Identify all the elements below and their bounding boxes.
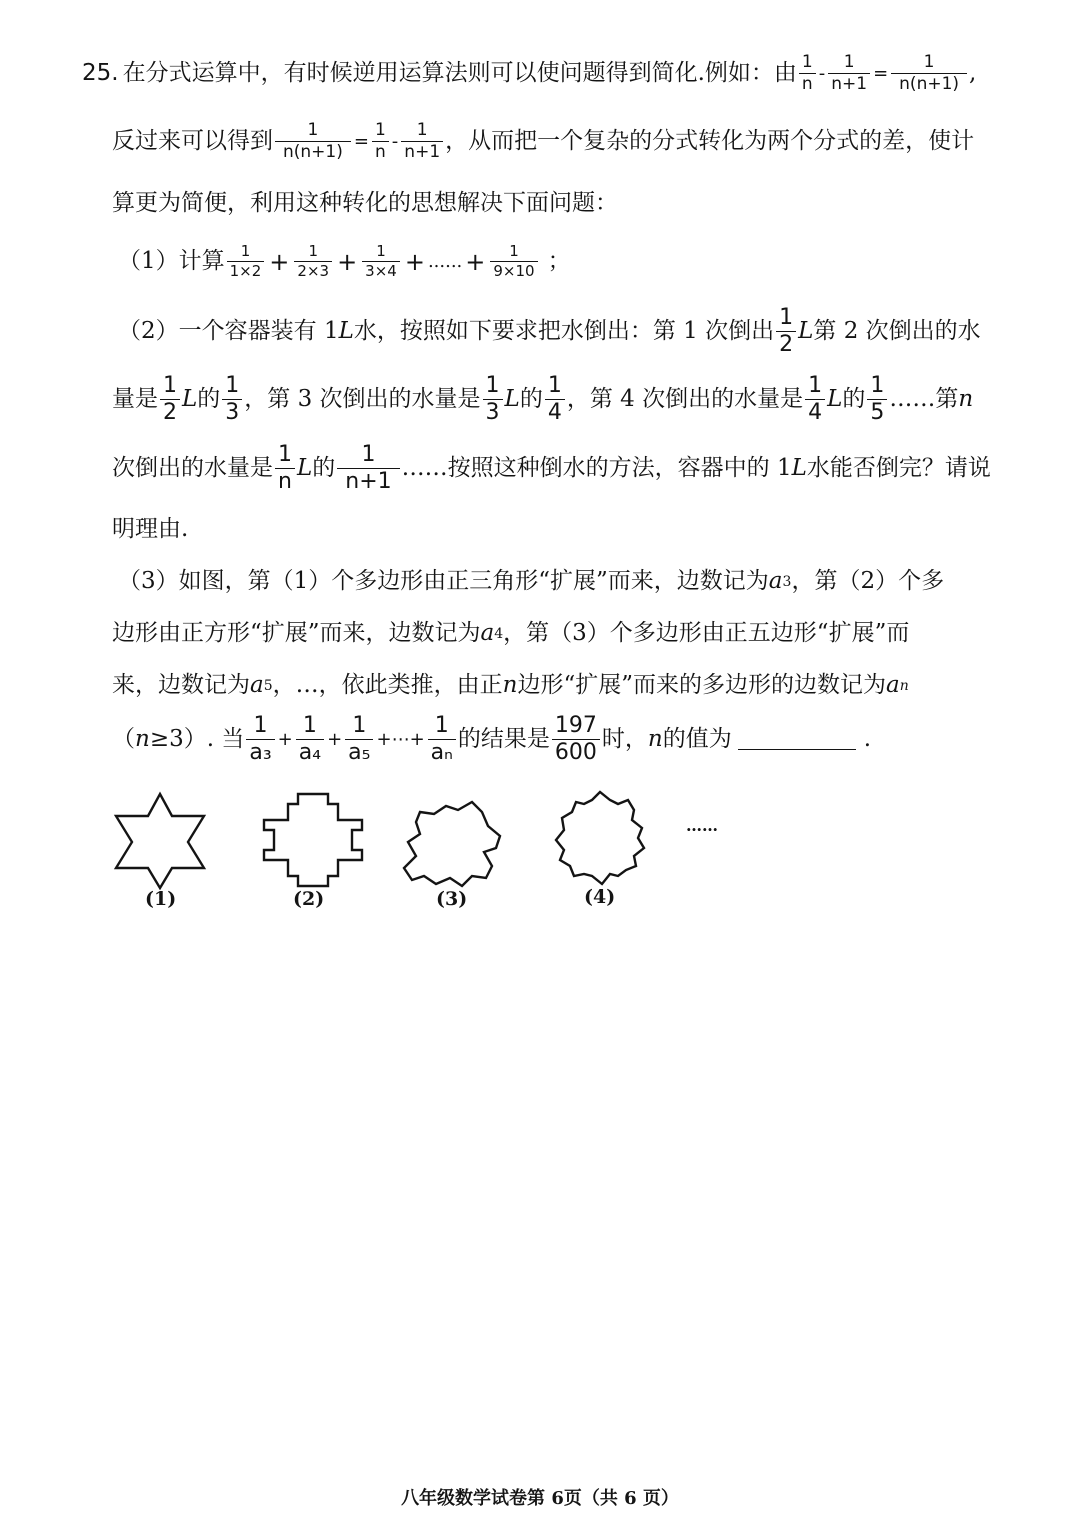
- fraction: $\frac{1}{\text{a₃}}$: [246, 715, 274, 764]
- fraction: $\frac{1}{n}$: [799, 54, 816, 93]
- q25-line-2: 反过来可以得到 $\frac{1}{n(n+1)}$ = $\frac{1}{n}$ - $\frac{1}{n+1}$ ，从而把一个复杂的分式转化为两个分式的差，使计: [112, 120, 975, 162]
- figure-4-label: (4): [584, 886, 616, 908]
- part-2-line-4: 明理由.: [112, 516, 189, 542]
- pentagon-expanded-shape: [404, 802, 500, 886]
- fraction: $\frac{1}{3}$: [222, 375, 242, 424]
- fraction: $\frac{1}{4}$: [545, 375, 565, 424]
- part-3-line-3: 来，边数记为 a 5 ，…，依此类推，由正 n 边形“扩展”而来的多边形的边数记为 a n: [112, 672, 909, 698]
- fraction: $\frac{197}{600}$: [552, 715, 600, 764]
- answer-blank: [738, 729, 856, 750]
- part-2-line-3: 次倒出的水量是 $\frac{1}{n}$ L 的 $\frac{1}{n+1}$ ……按照这种倒水的方法，容器中的 1 L 水能否倒完？请说: [112, 442, 991, 494]
- fraction: $\frac{1}{\text{a₅}}$: [345, 715, 373, 764]
- fraction: $\frac{1}{\text{aₙ}}$: [428, 715, 456, 764]
- figure-1-label: (1): [145, 888, 177, 910]
- part-3-line-1: （3）如图，第（1）个多边形由正三角形“扩展”而来，边数记为 a 3 ，第（2）个多: [118, 568, 945, 594]
- fraction: $\frac{1}{n+1}$: [401, 122, 443, 161]
- figure-3-label: (3): [436, 888, 468, 910]
- fraction: $\frac{1}{2\times 3}$: [294, 244, 332, 279]
- fraction: $\frac{1}{3}$: [483, 375, 503, 424]
- part-2-line-1: （2）一个容器装有 1 L 水，按照如下要求把水倒出：第 1 次倒出 $\frac{1}{2}$ L 第 2 次倒出的水: [118, 305, 981, 357]
- fraction: $\frac{1}{4}$: [805, 375, 825, 424]
- figure-2-square-expanded: [260, 790, 366, 890]
- question-number: 25.: [82, 60, 119, 86]
- square-expanded-shape: [264, 794, 362, 886]
- q25-line-3: 算更为简便，利用这种转化的思想解决下面问题：: [112, 190, 618, 216]
- figure-3-pentagon-expanded: [400, 790, 506, 890]
- hexagon-expanded-shape: [556, 792, 644, 884]
- fraction: $\frac{1}{n(n+1)}$: [275, 122, 351, 161]
- part-3-line-4: （ n ≥3）. 当 $\frac{1}{\text{a₃}}$ + $\frac{1}{\text{a₄}}$ + $\frac{1}{\text{a₅}}$ +⋯+ $\frac{1}{\text{aₙ}}$ 的结果是 $\frac{197}{600}$ 时， n 的值为 .: [112, 713, 872, 765]
- figure-4-hexagon-expanded: [552, 788, 650, 888]
- page-footer: 八年级数学试卷第 6页（共 6 页）: [401, 1488, 679, 1509]
- figure-1-hexagram: [112, 790, 208, 890]
- fraction: $\frac{1}{n+1}$: [828, 54, 870, 93]
- q25-line-1: 25. 在分式运算中，有时候逆用运算法则可以使问题得到简化.例如：由 $\frac{1}{n}$ - $\frac{1}{n+1}$ = $\frac{1}{n(n+1)}$ ,: [82, 52, 977, 94]
- fraction: $\frac{1}{2}$: [160, 375, 180, 424]
- fraction: $\frac{1}{n}$: [372, 122, 389, 161]
- fraction: $\frac{1}{3\times 4}$: [362, 244, 400, 279]
- fraction: $\frac{1}{n(n+1)}$: [891, 54, 967, 93]
- part-2-line-2: 量是 $\frac{1}{2}$ L 的 $\frac{1}{3}$ ，第 3 次倒出的水量是 $\frac{1}{3}$ L 的 $\frac{1}{4}$ ，第 4 次倒出的水量是 $\frac{1}{4}$ L 的 $\frac{1}{5}$ ……第 n: [112, 373, 974, 425]
- part-3-line-2: 边形由正方形“扩展”而来，边数记为 a 4 ，第（3）个多边形由正五边形“扩展”而: [112, 620, 910, 646]
- fraction: $\frac{1}{n}$: [275, 444, 295, 493]
- fraction: $\frac{1}{5}$: [867, 375, 887, 424]
- part-1: （1）计算 $\frac{1}{1\times 2}$ + $\frac{1}{2\times 3}$ + $\frac{1}{3\times 4}$ + ...... + $\frac{1}{9\times 10}$ ；: [118, 242, 571, 280]
- hexagram-shape: [116, 794, 204, 888]
- figure-2-label: (2): [293, 888, 325, 910]
- figure-continuation-dots: ……: [686, 816, 718, 835]
- fraction: $\frac{1}{9\times 10}$: [490, 244, 537, 279]
- fraction: $\frac{1}{n+1}$: [337, 444, 399, 493]
- fraction: $\frac{1}{\text{a₄}}$: [296, 715, 324, 764]
- fraction: $\frac{1}{1\times 2}$: [227, 244, 265, 279]
- fraction: $\frac{1}{2}$: [776, 307, 796, 356]
